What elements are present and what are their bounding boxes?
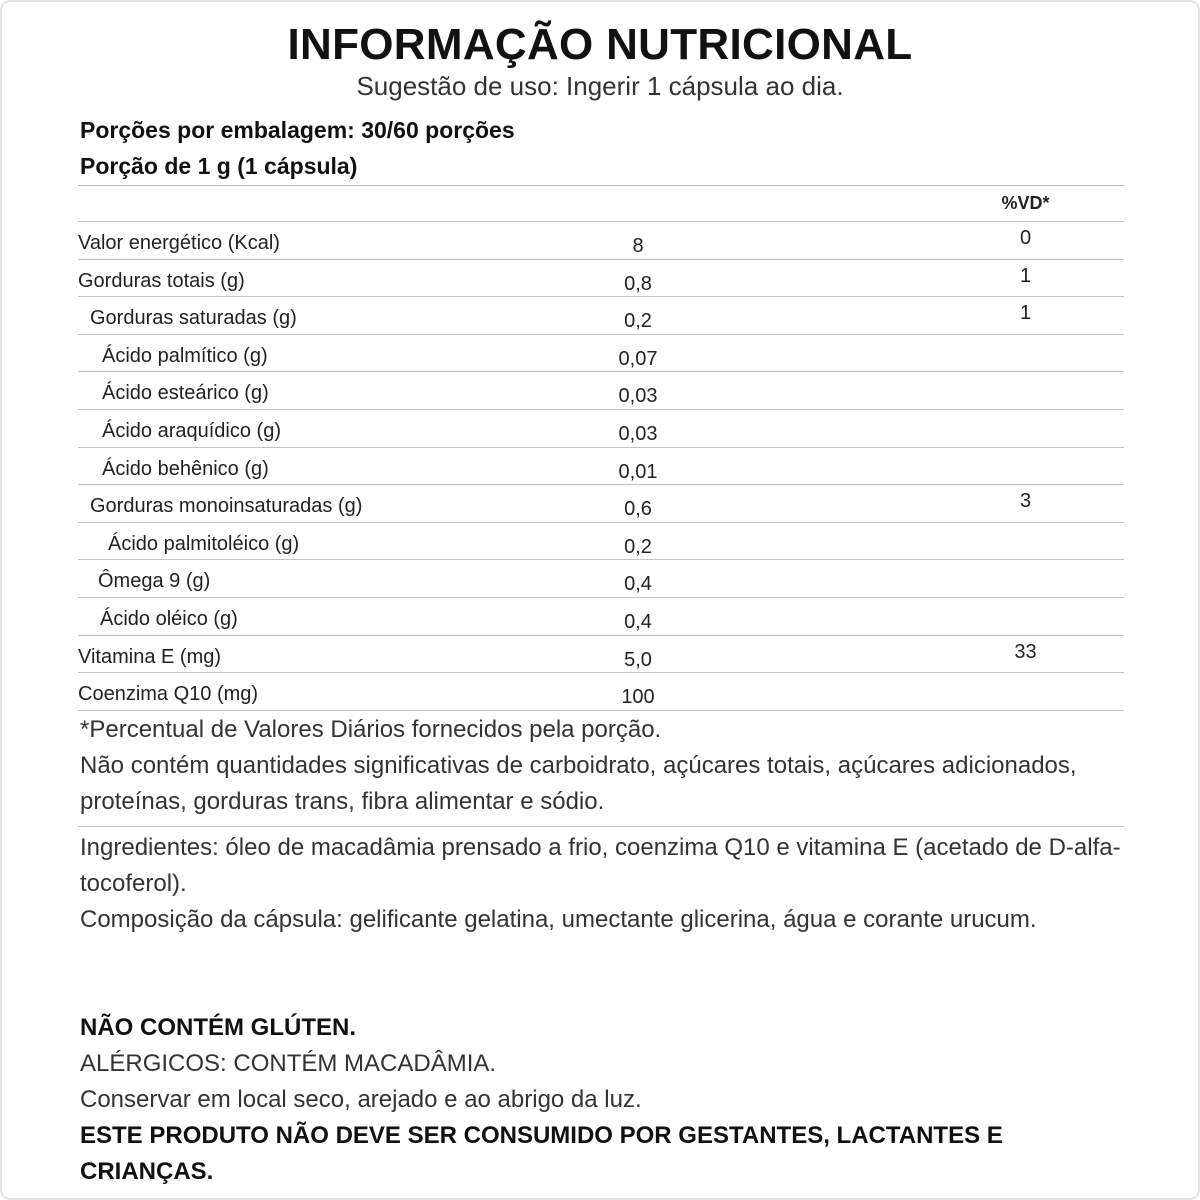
table-row <box>78 523 1124 561</box>
nutrient-name: Vitamina E (mg) <box>78 645 222 668</box>
nutrient-name: Ômega 9 (g) <box>98 570 211 593</box>
nutrient-amount: 0,6 <box>624 498 652 521</box>
gluten-warning: NÃO CONTÉM GLÚTEN. <box>80 1014 356 1041</box>
table-header-row <box>78 186 1124 222</box>
vd-header: %VD* <box>1001 193 1050 213</box>
allergen-warning: ALÉRGICOS: CONTÉM MACADÂMIA. <box>80 1050 497 1077</box>
nutrient-name: Ácido esteárico (g) <box>102 382 269 405</box>
servings-per-package: Porções por embalagem: 30/60 porções <box>80 117 515 143</box>
nutrient-name: Gorduras totais (g) <box>78 269 245 292</box>
nutrient-vd: 0 <box>1019 227 1032 249</box>
table-row <box>78 673 1124 711</box>
nutrient-amount: 0,07 <box>618 347 658 370</box>
table-row <box>78 410 1124 448</box>
nutrient-name: Gorduras saturadas (g) <box>90 307 297 330</box>
page-title: INFORMAÇÃO NUTRICIONAL <box>287 20 913 69</box>
nutrition-table <box>78 185 1124 711</box>
table-row <box>78 297 1124 335</box>
not-significant-note: Não contém quantidades significativas de carboidrato, açúcares totais, açúcares adicionados, proteínas, gorduras trans, fibra alimentar e sódio. <box>80 752 1077 815</box>
nutrient-amount: 0,01 <box>618 460 658 483</box>
table-row <box>78 636 1124 674</box>
table-row <box>78 448 1124 486</box>
portion-size: Porção de 1 g (1 cápsula) <box>80 153 358 179</box>
table-row <box>78 335 1124 373</box>
ingredients-text: Ingredientes: óleo de macadâmia prensado a frio, coenzima Q10 e vitamina E (acetado de D-alfa-tocoferol). <box>80 834 1121 897</box>
nutrient-amount: 0,4 <box>624 573 652 596</box>
nutrient-name: Coenzima Q10 (mg) <box>78 683 259 706</box>
nutrient-amount: 0,03 <box>618 422 658 445</box>
table-row <box>78 560 1124 598</box>
servings-info <box>80 112 515 184</box>
nutrient-vd: 1 <box>1019 264 1032 287</box>
vd-footnote: *Percentual de Valores Diários fornecidos pela porção. <box>80 716 662 743</box>
nutrient-name: Gorduras monoinsaturadas (g) <box>90 495 363 518</box>
ingredients-section <box>80 830 1130 938</box>
nutrient-name: Ácido palmítico (g) <box>102 344 268 367</box>
nutrient-name: Valor energético (Kcal) <box>78 232 280 254</box>
nutrient-amount: 0,2 <box>624 535 652 558</box>
consumption-restriction: ESTE PRODUTO NÃO DEVE SER CONSUMIDO POR GESTANTES, LACTANTES E CRIANÇAS. <box>80 1122 1003 1185</box>
nutrient-amount: 0,8 <box>624 272 652 295</box>
divider <box>78 826 1124 827</box>
nutrient-name: Ácido palmitoléico (g) <box>108 532 300 555</box>
nutrient-name: Ácido behênico (g) <box>102 457 269 480</box>
nutrient-amount: 8 <box>632 235 644 257</box>
usage-suggestion: Sugestão de uso: Ingerir 1 cápsula ao dia. <box>356 71 844 101</box>
table-row <box>78 260 1124 298</box>
nutrient-amount: 5,0 <box>624 648 652 671</box>
nutrient-name: Ácido araquídico (g) <box>102 419 281 442</box>
capsule-composition: Composição da cápsula: gelificante gelatina, umectante glicerina, água e corante urucum. <box>80 906 1037 933</box>
table-notes <box>80 712 1130 820</box>
table-row <box>78 485 1124 523</box>
nutrient-vd: 3 <box>1019 490 1032 513</box>
storage-instructions: Conservar em local seco, arejado e ao abrigo da luz. <box>80 1086 642 1113</box>
nutrient-amount: 0,03 <box>618 385 658 408</box>
table-row <box>78 372 1124 410</box>
table-row <box>78 598 1124 636</box>
nutrient-vd: 33 <box>1014 640 1037 663</box>
nutrient-name: Ácido oléico (g) <box>100 607 238 630</box>
table-row <box>78 222 1124 260</box>
nutrient-amount: 0,2 <box>624 310 652 333</box>
nutrient-amount: 100 <box>621 686 655 709</box>
nutrient-vd: 1 <box>1019 302 1032 325</box>
warnings-section <box>80 1010 1140 1190</box>
nutrient-amount: 0,4 <box>624 610 652 633</box>
